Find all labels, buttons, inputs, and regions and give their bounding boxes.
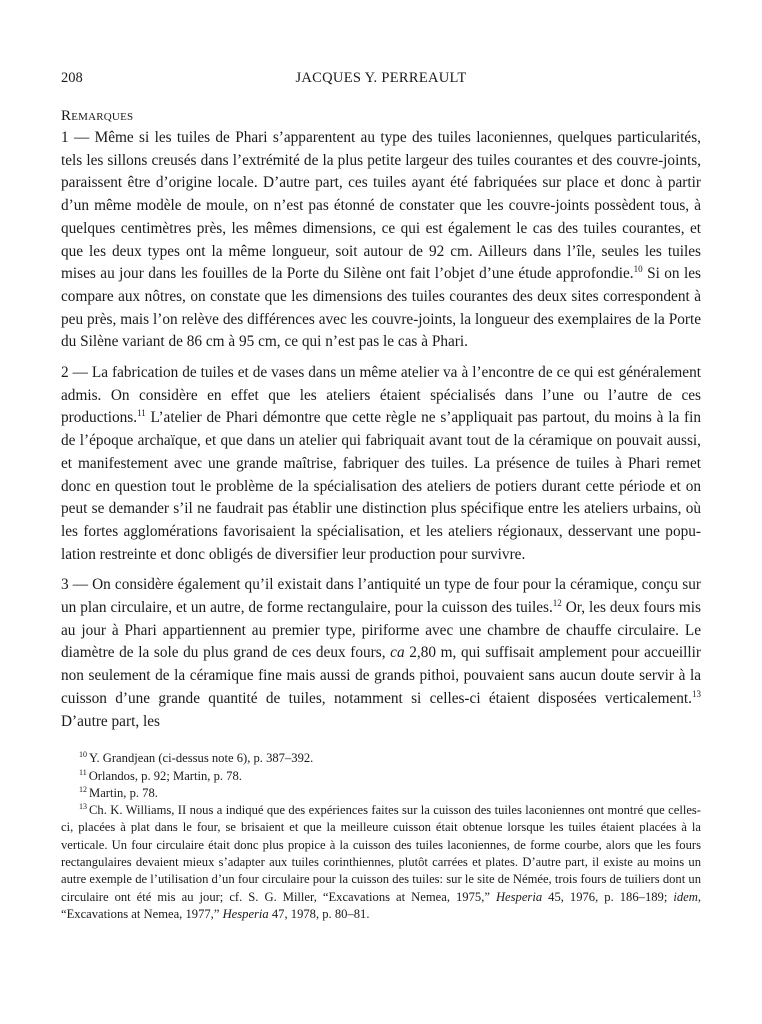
italic-text: ca xyxy=(390,644,405,662)
text-run: L’atelier de Phari démontre que cette règle ne s’appliquait pas partout, du moins à la fin de l’époque archaïque, et que dans un atelier qui fabriquait avant tout de la céramique on pouvait aussi, et manifestement avec une grande maîtrise, fabriquer des tuiles. La présence de tuiles à Phari remet donc en question tout le problème de la spécialisation des ateliers de potiers durant cette période et on peut se demander s’il ne faudrait pas établir une distinction plus spécifique entre les ateliers urbains, où les fortes agglomérations favorisaient la spécialisation, et les ateliers régionaux, desservant une population restreinte et donc obligés de diversifier leur production pour survivre. xyxy=(61,409,701,563)
text-run: Or, les deux fours mis au jour à Phari appartiennent au premier type, piriforme avec une chambre de chauffe circulaire. Le diamètre de la sole du plus grand de ces deux fours, xyxy=(61,599,701,662)
footnote-number: 13 xyxy=(79,802,87,812)
article-page xyxy=(61,66,701,923)
text-run: 2,80 m, qui suffisait amplement pour accueillir non seulement de la céramique fine mais aussi de grands pithoi, pouvaient sans aucun doute servir à la cuisson d’une grande quantité de tuiles, notamment si celles-ci étaient disposées verticalement. xyxy=(61,644,701,707)
footnote-10 xyxy=(61,750,701,767)
text-run: , “Excavations at Nemea, 1977,” xyxy=(61,889,701,921)
footnote-reference: 10 xyxy=(633,264,643,275)
italic-text: Hesperia xyxy=(222,906,269,921)
running-title: JACQUES Y. PERREAULT xyxy=(295,70,467,86)
footnote-number: 11 xyxy=(79,767,87,777)
italic-text: Hesperia xyxy=(495,889,543,904)
footnote-number: 10 xyxy=(79,750,87,760)
footnote-number: 12 xyxy=(79,784,87,794)
text-run: Si on les compare aux nôtres, on constate que les dimensions des tuiles courantes des deux sites correspondent à peu près, mais l’on relève des différences avec les couvre-joints, la longueur des exemplaires de la Porte du Silène variant de 86 cm à 95 cm, ce qui n’est pas le cas à Phari. xyxy=(61,265,701,351)
text-run: 3 — On considère également qu’il existait dans l’antiquité un type de four pour la céramique, conçu sur un plan circulaire, et un autre, de forme rectangulaire, pour la cuisson des tuiles. xyxy=(61,576,701,617)
paragraph-2 xyxy=(61,362,701,566)
running-header xyxy=(61,66,701,88)
paragraph-1 xyxy=(61,127,701,354)
text-run: Y. Grandjean (ci-dessus note 6), p. 387–392. xyxy=(89,751,314,766)
text-run: Martin, p. 78. xyxy=(89,785,158,800)
footnote-13 xyxy=(61,802,701,923)
paragraph-3 xyxy=(61,574,701,733)
footnote-11 xyxy=(61,768,701,785)
footnotes xyxy=(61,750,701,923)
page-number: 208 xyxy=(61,70,83,86)
footnote-reference: 11 xyxy=(137,408,146,419)
italic-text: idem xyxy=(673,889,698,904)
section-heading: Remarques xyxy=(61,108,134,124)
text-run: Orlandos, p. 92; Martin, p. 78. xyxy=(88,768,242,783)
text-run: Ch. K. Williams, II nous a indiqué que des expériences faites sur la cuisson des tuiles laconiennes ont montré que celles-ci, placées à plat dans le four, se brisaient et que la meilleure cuisson était obtenue lorsque les tuiles étaient placées à la verticale. Un four circulaire était donc plus propice à la cuisson des tuiles laconiennes, de forme courbe, alors que les fours rectangulaires devaient mieux s’adapter aux tuiles corinthiennes, plutôt carrées et plates. D’autre part, il existe au moins un autre exemple de l’utilisation d’un four circulaire pour la cuisson des tuiles: sur le site de Némée, trois fours de tuiliers dont un circulaire ont été mis au jour; cf. S. G. Miller, “Excavations at Nemea, 1975,” xyxy=(61,803,701,904)
text-run: 1 — Même si les tuiles de Phari s’apparentent au type des tuiles laconiennes, quelques particularités, tels les sillons creusés dans l’extrémité de la plus petite largeur des tuiles courantes et des couvre-joints, paraissent être d’origine locale. D’autre part, ces tuiles ayant été fabriquées sur place et donc à partir d’un même modèle de moule, on n’est pas étonné de constater que les couvre-joints possèdent tous, à quelques centimètres près, les mêmes dimensions, ce qui est également le cas des tuiles courantes, et que les deux types ont la même longueur, soit autour de 92 cm. Ailleurs dans l’île, seules les tuiles mises au jour dans les fouilles de la Porte du Silène ont fait l’objet d’une étude approfondie. xyxy=(61,129,701,283)
footnote-12 xyxy=(61,785,701,802)
footnote-reference: 12 xyxy=(552,598,562,609)
text-run: D’autre part, les xyxy=(61,712,160,730)
text-run: 2 — La fabrication de tuiles et de vases dans un même atelier va à l’encontre de ce qui est généralement admis. On considère en effet que les ateliers étaient spécialisés dans l’une ou l’autre de ces productions. xyxy=(61,364,701,427)
text-run: 47, 1978, p. 80–81. xyxy=(268,906,370,921)
text-run: 45, 1976, p. 186–189; xyxy=(542,889,674,904)
footnote-reference: 13 xyxy=(692,688,701,699)
body-text xyxy=(61,127,701,733)
